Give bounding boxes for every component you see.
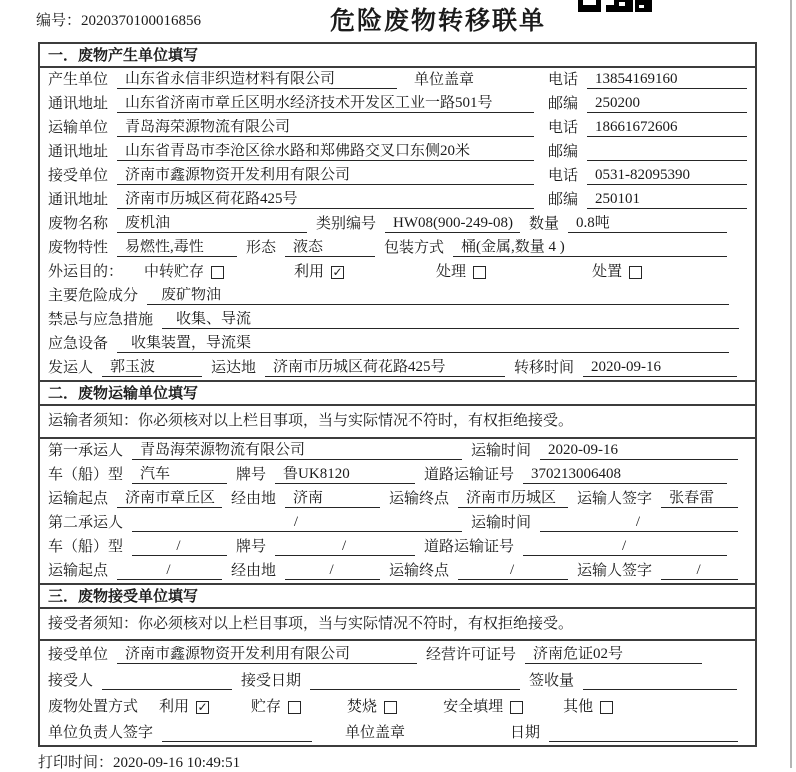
zip-value: 250200 xyxy=(587,95,747,113)
second-carrier-label: 第二承运人 xyxy=(48,515,124,531)
dispatcher-label: 发运人 xyxy=(48,360,94,376)
zip-value: 250101 xyxy=(587,191,747,209)
carrier-signature-label: 运输人签字 xyxy=(577,563,653,579)
transfer-time-label: 转移时间 xyxy=(514,360,575,376)
origin-value: / xyxy=(117,562,222,580)
receiver-label: 接受单位 xyxy=(48,168,109,184)
checkbox-treat[interactable] xyxy=(473,266,486,279)
print-time-label: 打印时间： xyxy=(38,755,114,771)
plate-value: / xyxy=(275,538,415,556)
section3 xyxy=(40,641,755,745)
acceptor-value-blank xyxy=(102,689,232,690)
checkbox-storage[interactable] xyxy=(288,701,301,714)
transporter-row xyxy=(40,116,755,140)
waste-name-label: 废物名称 xyxy=(48,216,109,232)
quantity-label: 数量 xyxy=(529,216,560,232)
checkbox-transfer-storage[interactable] xyxy=(211,266,224,279)
vehicle-row xyxy=(40,463,755,487)
phone-value: 13854169160 xyxy=(587,71,747,89)
manifest-table xyxy=(38,42,757,747)
zip-label: 邮编 xyxy=(547,144,578,160)
option-landfill: 安全填埋 xyxy=(443,699,504,715)
plate-label: 牌号 xyxy=(236,467,267,483)
road-license-label: 道路运输证号 xyxy=(424,539,515,555)
hazard-component-row xyxy=(40,284,755,308)
vehicle-type-value: 汽车 xyxy=(132,466,227,484)
option-transfer-storage: 中转贮存 xyxy=(144,264,205,280)
transport-time-label: 运输时间 xyxy=(471,443,532,459)
print-time xyxy=(38,751,240,772)
via-label: 经由地 xyxy=(231,563,277,579)
responsible-signature-value-blank xyxy=(162,741,312,742)
carrier-signature-label: 运输人签字 xyxy=(577,491,653,507)
disposal-method-label: 废物处置方式 xyxy=(48,699,139,715)
print-time-value: 2020-09-16 10:49:51 xyxy=(113,755,241,771)
waste-property-row xyxy=(40,236,755,260)
option-other: 其他 xyxy=(563,699,594,715)
doc-number xyxy=(36,9,201,30)
section2-header: 二．废物运输单位填写 xyxy=(40,380,755,406)
terminus-label: 运输终点 xyxy=(389,563,450,579)
carrier-signature-value: 张春雷 xyxy=(661,490,738,508)
producer-value: 山东省永信非织造材料有限公司 xyxy=(117,71,397,89)
phone-label: 电话 xyxy=(547,72,578,88)
first-carrier-label: 第一承运人 xyxy=(48,443,124,459)
road-license-label: 道路运输证号 xyxy=(424,467,515,483)
transporter-value: 青岛海荣源物流有限公司 xyxy=(117,119,534,137)
producer-row xyxy=(40,68,755,92)
terminus-value: 济南市历城区 xyxy=(458,490,568,508)
receiver-value: 济南市鑫源物资开发利用有限公司 xyxy=(117,167,534,185)
responsible-signature-row xyxy=(40,719,755,745)
second-carrier-value: / xyxy=(132,514,462,532)
unit-seal-label: 单位盖章 xyxy=(345,725,406,741)
road-license-value: / xyxy=(523,538,727,556)
address-label: 通讯地址 xyxy=(48,192,109,208)
emergency-equipment-row xyxy=(40,332,755,356)
transfer-time-value: 2020-09-16 xyxy=(583,359,737,377)
option-utilize: 利用 xyxy=(294,264,325,280)
transport-time-label: 运输时间 xyxy=(471,515,532,531)
doc-number-value: 2020370100016856 xyxy=(81,13,202,29)
dispatch-row xyxy=(40,356,755,380)
destination-label: 运达地 xyxy=(211,360,257,376)
plate-value: 鲁UK8120 xyxy=(275,466,415,484)
second-carrier-row xyxy=(40,511,755,535)
section3-note: 接受者须知：你必须核对以上栏目事项，当与实际情况不符时，有权拒绝接受。 xyxy=(40,609,755,641)
section1-header: 一．废物产生单位填写 xyxy=(40,44,755,68)
section1 xyxy=(40,68,755,380)
receiver-row xyxy=(40,164,755,188)
transport-time-value: / xyxy=(540,514,738,532)
via-label: 经由地 xyxy=(231,491,277,507)
via-value: / xyxy=(285,562,380,580)
doc-number-label: 编号： xyxy=(36,13,82,29)
phone-label: 电话 xyxy=(547,120,578,136)
disposal-method-row xyxy=(40,693,755,719)
category-code-value: HW08(900-249-08) xyxy=(385,215,520,233)
qr-code-fragment xyxy=(578,0,654,12)
form-value: 液态 xyxy=(285,239,375,257)
option-incinerate: 焚烧 xyxy=(347,699,378,715)
date-label: 日期 xyxy=(510,725,541,741)
accepting-unit-label: 接受单位 xyxy=(48,647,109,663)
transporter-address-row xyxy=(40,140,755,164)
checkbox-utilize-checked[interactable] xyxy=(331,266,344,279)
vehicle-row-2 xyxy=(40,535,755,559)
via-value: 济南 xyxy=(285,490,380,508)
receiver-address-row xyxy=(40,188,755,212)
transport-time-value: 2020-09-16 xyxy=(540,442,738,460)
acceptor-label: 接受人 xyxy=(48,673,94,689)
acceptor-row xyxy=(40,667,755,693)
waste-name-value: 废机油 xyxy=(117,215,307,233)
waste-property-label: 废物特性 xyxy=(48,240,109,256)
plate-label: 牌号 xyxy=(236,539,267,555)
address-value: 山东省济南市章丘区明水经济技术开发区工业一路501号 xyxy=(117,95,534,113)
zip-label: 邮编 xyxy=(547,192,578,208)
destination-value: 济南市历城区荷花路425号 xyxy=(265,359,505,377)
accepting-unit-value: 济南市鑫源物资开发利用有限公司 xyxy=(117,646,417,664)
check-mark: ✓ xyxy=(332,265,343,279)
seal-label: 单位盖章 xyxy=(414,72,475,88)
first-carrier-value: 青岛海荣源物流有限公司 xyxy=(132,442,462,460)
emergency-equipment-value: 收集装置，导流渠 xyxy=(117,335,729,353)
producer-address-row xyxy=(40,92,755,116)
transfer-purpose-row xyxy=(40,260,755,284)
option-utilize: 利用 xyxy=(159,699,190,715)
address-label: 通讯地址 xyxy=(48,96,109,112)
taboo-measures-value: 收集、导流 xyxy=(162,311,739,329)
quantity-value: 0.8吨 xyxy=(568,215,727,233)
first-carrier-row xyxy=(40,439,755,463)
option-dispose: 处置 xyxy=(592,264,623,280)
packing-value: 桶(金属,数量 4 ) xyxy=(453,239,727,257)
accept-date-value-blank xyxy=(310,689,520,690)
section2-note: 运输者须知：你必须核对以上栏目事项，当与实际情况不符时，有权拒绝接受。 xyxy=(40,406,755,439)
responsible-signature-label: 单位负责人签字 xyxy=(48,725,154,741)
zip-label: 邮编 xyxy=(547,96,578,112)
phone-value: 0531-82095390 xyxy=(587,167,747,185)
business-license-label: 经营许可证号 xyxy=(426,647,517,663)
checkbox-other[interactable] xyxy=(600,701,613,714)
terminus-label: 运输终点 xyxy=(389,491,450,507)
origin-value: 济南市章丘区 xyxy=(117,490,222,508)
route-row xyxy=(40,487,755,511)
received-quantity-value-blank xyxy=(583,689,737,690)
form-label: 形态 xyxy=(246,240,277,256)
waste-property-value: 易燃性,毒性 xyxy=(117,239,237,257)
checkbox-incinerate[interactable] xyxy=(384,701,397,714)
window-frame-line xyxy=(790,0,792,768)
taboo-measures-row xyxy=(40,308,755,332)
category-code-label: 类别编号 xyxy=(316,216,377,232)
section3-header: 三．废物接受单位填写 xyxy=(40,583,755,609)
producer-label: 产生单位 xyxy=(48,72,109,88)
received-quantity-label: 签收量 xyxy=(529,673,575,689)
transporter-label: 运输单位 xyxy=(48,120,109,136)
waste-name-row xyxy=(40,212,755,236)
vehicle-type-value: / xyxy=(132,538,227,556)
carrier-signature-value: / xyxy=(661,562,738,580)
address-value: 山东省青岛市李沧区徐水路和郑佛路交叉口东侧20米 xyxy=(117,143,534,161)
zip-value-blank xyxy=(587,160,747,161)
taboo-measures-label: 禁忌与应急措施 xyxy=(48,312,154,328)
purpose-label: 外运目的： xyxy=(48,264,124,280)
phone-value: 18661672606 xyxy=(587,119,747,137)
page-title: 危险废物转移联单 xyxy=(330,7,547,35)
checkbox-landfill[interactable] xyxy=(510,701,523,714)
vehicle-type-label: 车（船）型 xyxy=(48,539,124,555)
option-treat: 处理 xyxy=(436,264,467,280)
business-license-value: 济南危证02号 xyxy=(525,646,702,664)
address-label: 通讯地址 xyxy=(48,144,109,160)
origin-label: 运输起点 xyxy=(48,491,109,507)
checkbox-utilize-checked[interactable] xyxy=(196,701,209,714)
address-value: 济南市历城区荷花路425号 xyxy=(117,191,534,209)
terminus-value: / xyxy=(458,562,568,580)
hazard-component-value: 废矿物油 xyxy=(147,287,729,305)
dispatcher-value: 郭玉波 xyxy=(102,359,202,377)
phone-label: 电话 xyxy=(547,168,578,184)
road-license-value: 370213006408 xyxy=(523,466,727,484)
route-row-2 xyxy=(40,559,755,583)
section2 xyxy=(40,439,755,583)
origin-label: 运输起点 xyxy=(48,563,109,579)
check-mark: ✓ xyxy=(197,700,208,714)
packing-label: 包装方式 xyxy=(384,240,445,256)
checkbox-dispose[interactable] xyxy=(629,266,642,279)
emergency-equipment-label: 应急设备 xyxy=(48,336,109,352)
accepting-unit-row xyxy=(40,641,755,667)
accept-date-label: 接受日期 xyxy=(241,673,302,689)
hazard-component-label: 主要危险成分 xyxy=(48,288,139,304)
vehicle-type-label: 车（船）型 xyxy=(48,467,124,483)
option-storage: 贮存 xyxy=(251,699,282,715)
date-value-blank xyxy=(549,741,738,742)
